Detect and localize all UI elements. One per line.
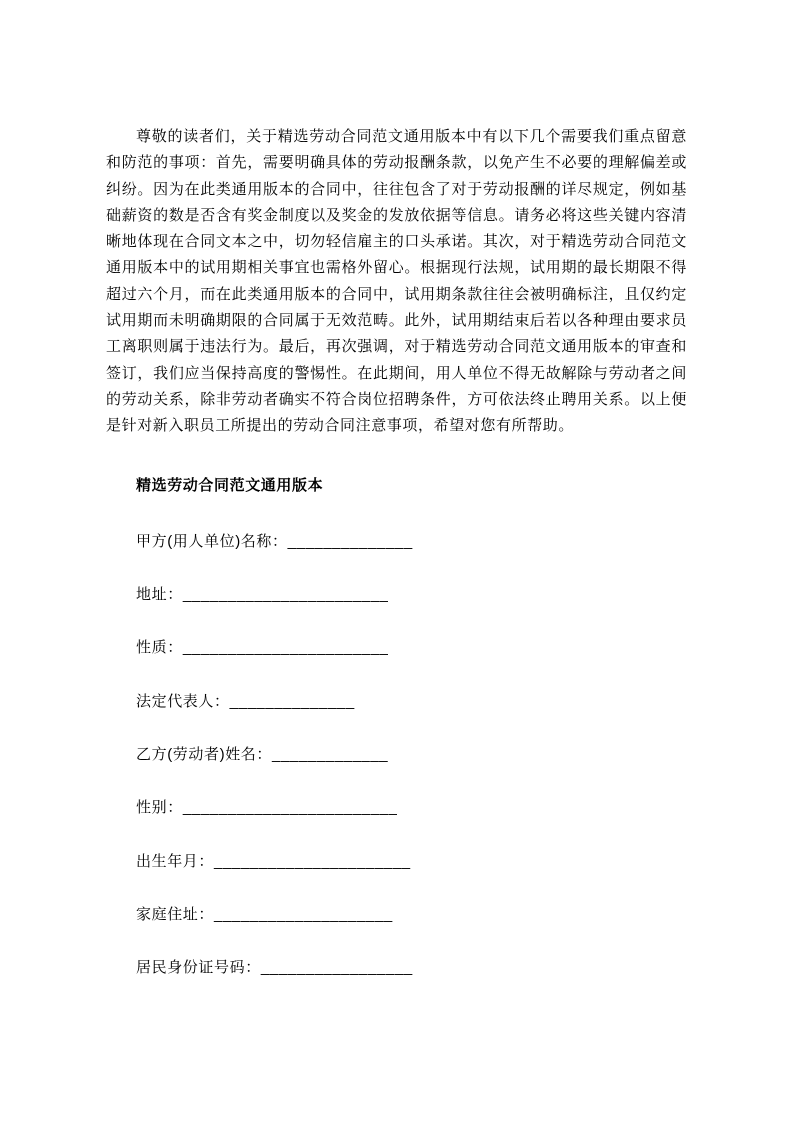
field-blank: ____________________ [214,905,393,923]
field-label: 出生年月： [136,852,215,870]
field-blank: ______________________ [214,852,411,870]
form-field-id-number [106,955,687,981]
field-label: 法定代表人： [136,692,230,710]
field-label: 家庭住址： [136,905,215,923]
field-label: 性质： [136,639,183,657]
form-field-legal-representative [106,689,687,715]
field-label: 居民身份证号码： [136,959,261,977]
field-blank: _______________________ [182,639,389,657]
form-field-gender [106,795,687,821]
form-field-home-address [106,902,687,928]
field-label: 乙方(劳动者)姓名： [136,746,272,764]
field-blank: _______________________ [182,586,389,604]
field-blank: ______________ [229,692,355,710]
field-blank: ________________________ [182,799,398,817]
form-fields [106,529,687,982]
document-title: 精选劳动合同范文通用版本 [136,476,324,494]
form-field-nature [106,635,687,661]
field-blank: _________________ [260,959,413,977]
intro-paragraph: 尊敬的读者们，关于精选劳动合同范文通用版本中有以下几个需要我们重点留意和防范的事项：首先，需要明确具体的劳动报酬条款，以免产生不必要的理解偏差或纠纷。因为在此类通用版本的合同中，往往包含了对于劳动报酬的详尽规定，例如基础薪资的数是否含有奖金制度以及奖金的发放依据等信息。请务必将这些关键内容清晰地体现在合同文本之中，切勿轻信雇主的口头承诺。其次，对于精选劳动合同范文通用版本中的试用期相关事宜也需格外留心。根据现行法规，试用期的最长期限不得超过六个月，而在此类通用版本的合同中，试用期条款往往会被明确标注，且仅约定试用期而未明确期限的合同属于无效范畴。此外，试用期结束后若以各种理由要求员工离职则属于违法行为。最后，再次强调，对于精选劳动合同范文通用版本的审查和签订，我们应当保持高度的警惕性。在此期间，用人单位不得无故解除与劳动者之间的劳动关系，除非劳动者确实不符合岗位招聘条件，方可依法终止聘用关系。以上便是针对新入职员工所提出的劳动合同注意事项，希望对您有所帮助。 [106,128,687,435]
field-label: 甲方(用人单位)名称： [136,532,288,550]
document-content [106,124,687,982]
field-blank: ______________ [287,532,413,550]
field-label: 性别： [136,799,183,817]
form-field-birth-date [106,849,687,875]
field-blank: _____________ [272,746,389,764]
form-field-address [106,582,687,608]
field-label: 地址： [136,586,183,604]
form-field-employee-name [106,742,687,768]
form-field-company-name [106,529,687,555]
